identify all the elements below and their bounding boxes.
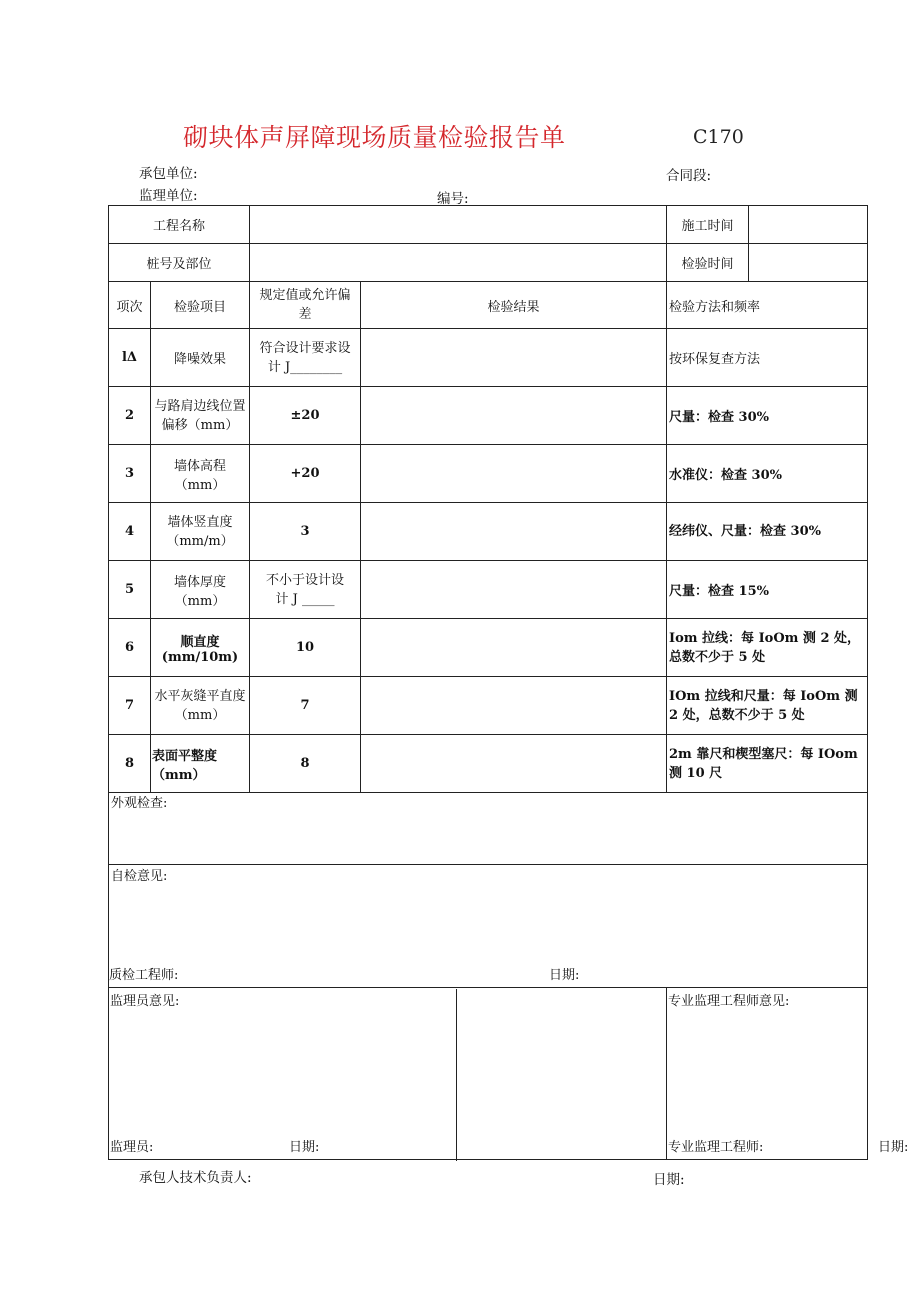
supervisor-opinion-label: 监理员意见:	[110, 994, 180, 1009]
row-method: Iom 拉线：每 IoOm 测 2 处，总数不少于 5 处	[667, 619, 868, 677]
number-label: 编号:	[437, 191, 469, 207]
contractor-label: 承包单位:	[139, 166, 198, 182]
table-row	[109, 445, 868, 503]
supervisor-date-label: 日期:	[289, 1140, 320, 1155]
self-check-label: 自检意见:	[111, 869, 168, 884]
row-result[interactable]	[361, 445, 667, 503]
row-method: 按环保复查方法	[667, 329, 868, 387]
table-row	[109, 329, 868, 387]
row-spec: 10	[250, 619, 361, 677]
row-item: 表面平整度（mm）	[151, 735, 250, 793]
row-method: 尺量：检查 15%	[667, 561, 868, 619]
table-row	[109, 677, 868, 735]
row-method: 经纬仪、尺量：检查 30%	[667, 503, 868, 561]
col-item: 检验项目	[151, 282, 250, 329]
specialist-opinion-label: 专业监理工程师意见:	[668, 994, 790, 1009]
inspection-time-value[interactable]	[749, 244, 868, 282]
contract-section-label: 合同段:	[666, 168, 712, 184]
table-row	[109, 619, 868, 677]
row-method: IOm 拉线和尺量：每 IoOm 测 2 处，总数不少于 5 处	[667, 677, 868, 735]
row-item: 墙体厚度（mm）	[151, 561, 250, 619]
station-value[interactable]	[250, 244, 667, 282]
project-name-row	[109, 206, 868, 244]
row-result[interactable]	[361, 387, 667, 445]
row-spec: 不小于设计设计 J _____	[250, 561, 361, 619]
row-result[interactable]	[361, 503, 667, 561]
supervisor-unit-label: 监理单位:	[139, 188, 198, 204]
row-method: 2m 靠尺和楔型塞尺：每 IOom 测 10 尺	[667, 735, 868, 793]
specialist-date-label: 日期:	[878, 1140, 909, 1155]
inspection-time-label: 检验时间	[667, 244, 749, 282]
appearance-label: 外观检查:	[111, 796, 168, 811]
station-row	[109, 244, 868, 282]
row-method: 水准仪：检查 30%	[667, 445, 868, 503]
tech-lead-label: 承包人技术负责人:	[139, 1170, 252, 1186]
project-name-value[interactable]	[250, 206, 667, 244]
row-no: lΔ	[109, 329, 151, 387]
row-no: 4	[109, 503, 151, 561]
table-row	[109, 387, 868, 445]
row-spec: 8	[250, 735, 361, 793]
specialist-opinion-cell[interactable]	[667, 988, 909, 1160]
row-no: 7	[109, 677, 151, 735]
row-spec: 符合设计要求设计 J________	[250, 329, 361, 387]
row-no: 3	[109, 445, 151, 503]
row-item: 顺直度(mm/10m)	[151, 619, 250, 677]
row-spec: ±20	[250, 387, 361, 445]
supervisor-opinion-cell[interactable]	[109, 988, 667, 1160]
construction-time-value[interactable]	[749, 206, 868, 244]
table-row	[109, 561, 868, 619]
row-no: 8	[109, 735, 151, 793]
row-no: 2	[109, 387, 151, 445]
page-title: 砌块体声屏障现场质量检验报告单	[183, 123, 566, 152]
row-result[interactable]	[361, 329, 667, 387]
opinion-row	[109, 988, 868, 1160]
row-item: 墙体竖直度（mm/m）	[151, 503, 250, 561]
row-spec: 7	[250, 677, 361, 735]
appearance-row	[109, 793, 868, 865]
row-result[interactable]	[361, 735, 667, 793]
row-no: 5	[109, 561, 151, 619]
inspection-table	[108, 205, 909, 1160]
row-result[interactable]	[361, 561, 667, 619]
table-row	[109, 503, 868, 561]
specialist-sign-label: 专业监理工程师:	[668, 1140, 764, 1155]
col-result: 检验结果	[361, 282, 667, 329]
footer-date-label: 日期:	[653, 1172, 685, 1188]
self-check-cell[interactable]	[109, 865, 868, 988]
row-no: 6	[109, 619, 151, 677]
row-item: 降噪效果	[151, 329, 250, 387]
row-result[interactable]	[361, 619, 667, 677]
row-item: 水平灰缝平直度（mm）	[151, 677, 250, 735]
self-check-row	[109, 865, 868, 988]
qc-engineer-label: 质检工程师:	[109, 968, 179, 983]
opinion-divider	[456, 989, 457, 1161]
row-spec: 3	[250, 503, 361, 561]
col-spec: 规定值或允许偏差	[250, 282, 361, 329]
appearance-cell[interactable]	[109, 793, 868, 865]
form-code: C170	[693, 126, 744, 148]
self-check-date-label: 日期:	[549, 968, 580, 983]
construction-time-label: 施工时间	[667, 206, 749, 244]
table-row	[109, 735, 868, 793]
row-method: 尺量：检查 30%	[667, 387, 868, 445]
supervisor-sign-label: 监理员:	[110, 1140, 154, 1155]
row-item: 墙体高程（mm）	[151, 445, 250, 503]
row-item: 与路肩边线位置偏移（mm）	[151, 387, 250, 445]
row-result[interactable]	[361, 677, 667, 735]
col-item-no: 项次	[109, 282, 151, 329]
column-header-row	[109, 282, 868, 329]
row-spec: +20	[250, 445, 361, 503]
col-method: 检验方法和频率	[667, 282, 868, 329]
project-name-label: 工程名称	[109, 206, 250, 244]
station-label: 桩号及部位	[109, 244, 250, 282]
